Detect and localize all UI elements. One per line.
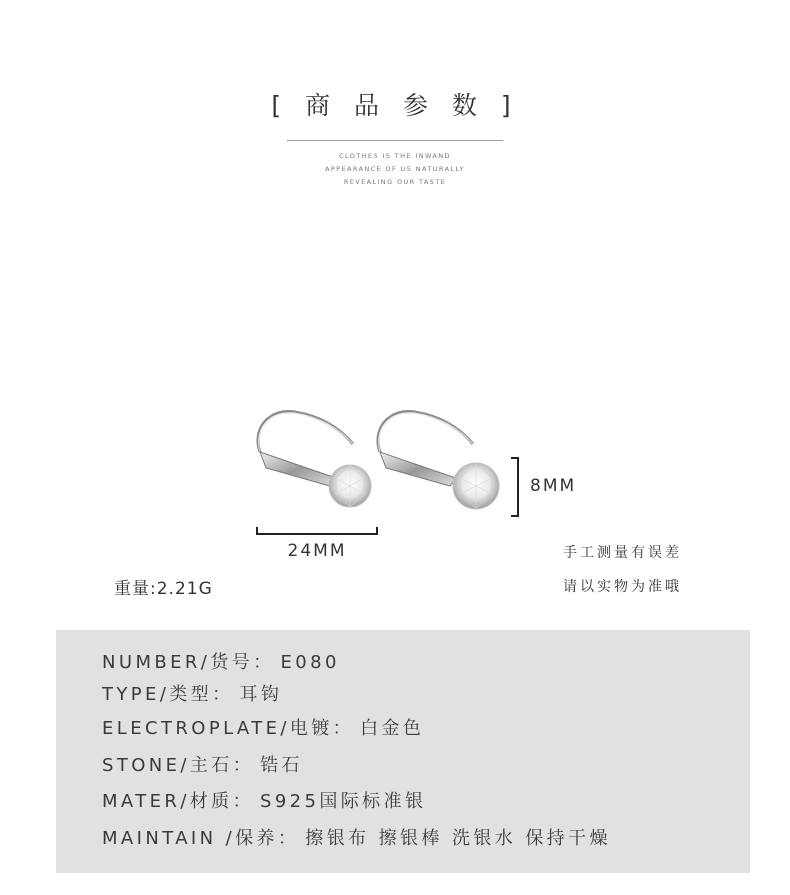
- spec-value: 耳钩: [239, 684, 283, 705]
- spec-panel: [56, 630, 750, 873]
- right-earring: [378, 412, 499, 509]
- drop-earrings-photo: [240, 400, 540, 520]
- spec-row-number: [102, 648, 340, 674]
- spec-value: E080: [280, 652, 340, 673]
- title-divider: [287, 140, 503, 141]
- height-dimension-label: 8MM: [530, 476, 577, 496]
- measurement-note: 请以实物为准哦: [563, 579, 682, 595]
- spec-value: 擦银布 擦银棒 洗银水 保持干燥: [305, 828, 611, 849]
- height-dimension-bracket: [511, 457, 519, 517]
- spec-label: TYPE/类型：: [102, 684, 234, 705]
- tagline-line: REVEALING OUR TASTE: [343, 178, 447, 186]
- spec-label: MAINTAIN /保养：: [102, 828, 300, 849]
- spec-row-stone: [102, 751, 303, 777]
- spec-label: STONE/主石：: [102, 755, 255, 776]
- tagline-line: APPEARANCE OF US NATURALLY: [325, 165, 465, 173]
- spec-row-electroplate: [102, 714, 424, 740]
- spec-value: S925国际标准银: [260, 791, 427, 812]
- width-dimension-label: 24MM: [287, 541, 347, 561]
- spec-label: NUMBER/货号：: [102, 652, 275, 673]
- spec-row-type: [102, 680, 282, 706]
- spec-value: 白金色: [360, 718, 425, 739]
- width-dimension-bracket: [256, 527, 378, 535]
- tagline: [0, 150, 790, 189]
- measurement-note: 手工测量有误差: [563, 545, 682, 561]
- spec-label: MATER/材质：: [102, 791, 254, 812]
- spec-value: 锆石: [260, 755, 303, 776]
- tagline-line: CLOTHES IS THE INWAND: [339, 152, 451, 160]
- spec-row-maintain: [102, 824, 611, 850]
- left-earring: [258, 412, 371, 507]
- spec-row-material: [102, 787, 426, 813]
- spec-label: ELECTROPLATE/电镀：: [102, 718, 355, 739]
- weight-label: 重量:2.21G: [114, 579, 213, 599]
- page-title: [ 商 品 参 数 ]: [271, 91, 519, 120]
